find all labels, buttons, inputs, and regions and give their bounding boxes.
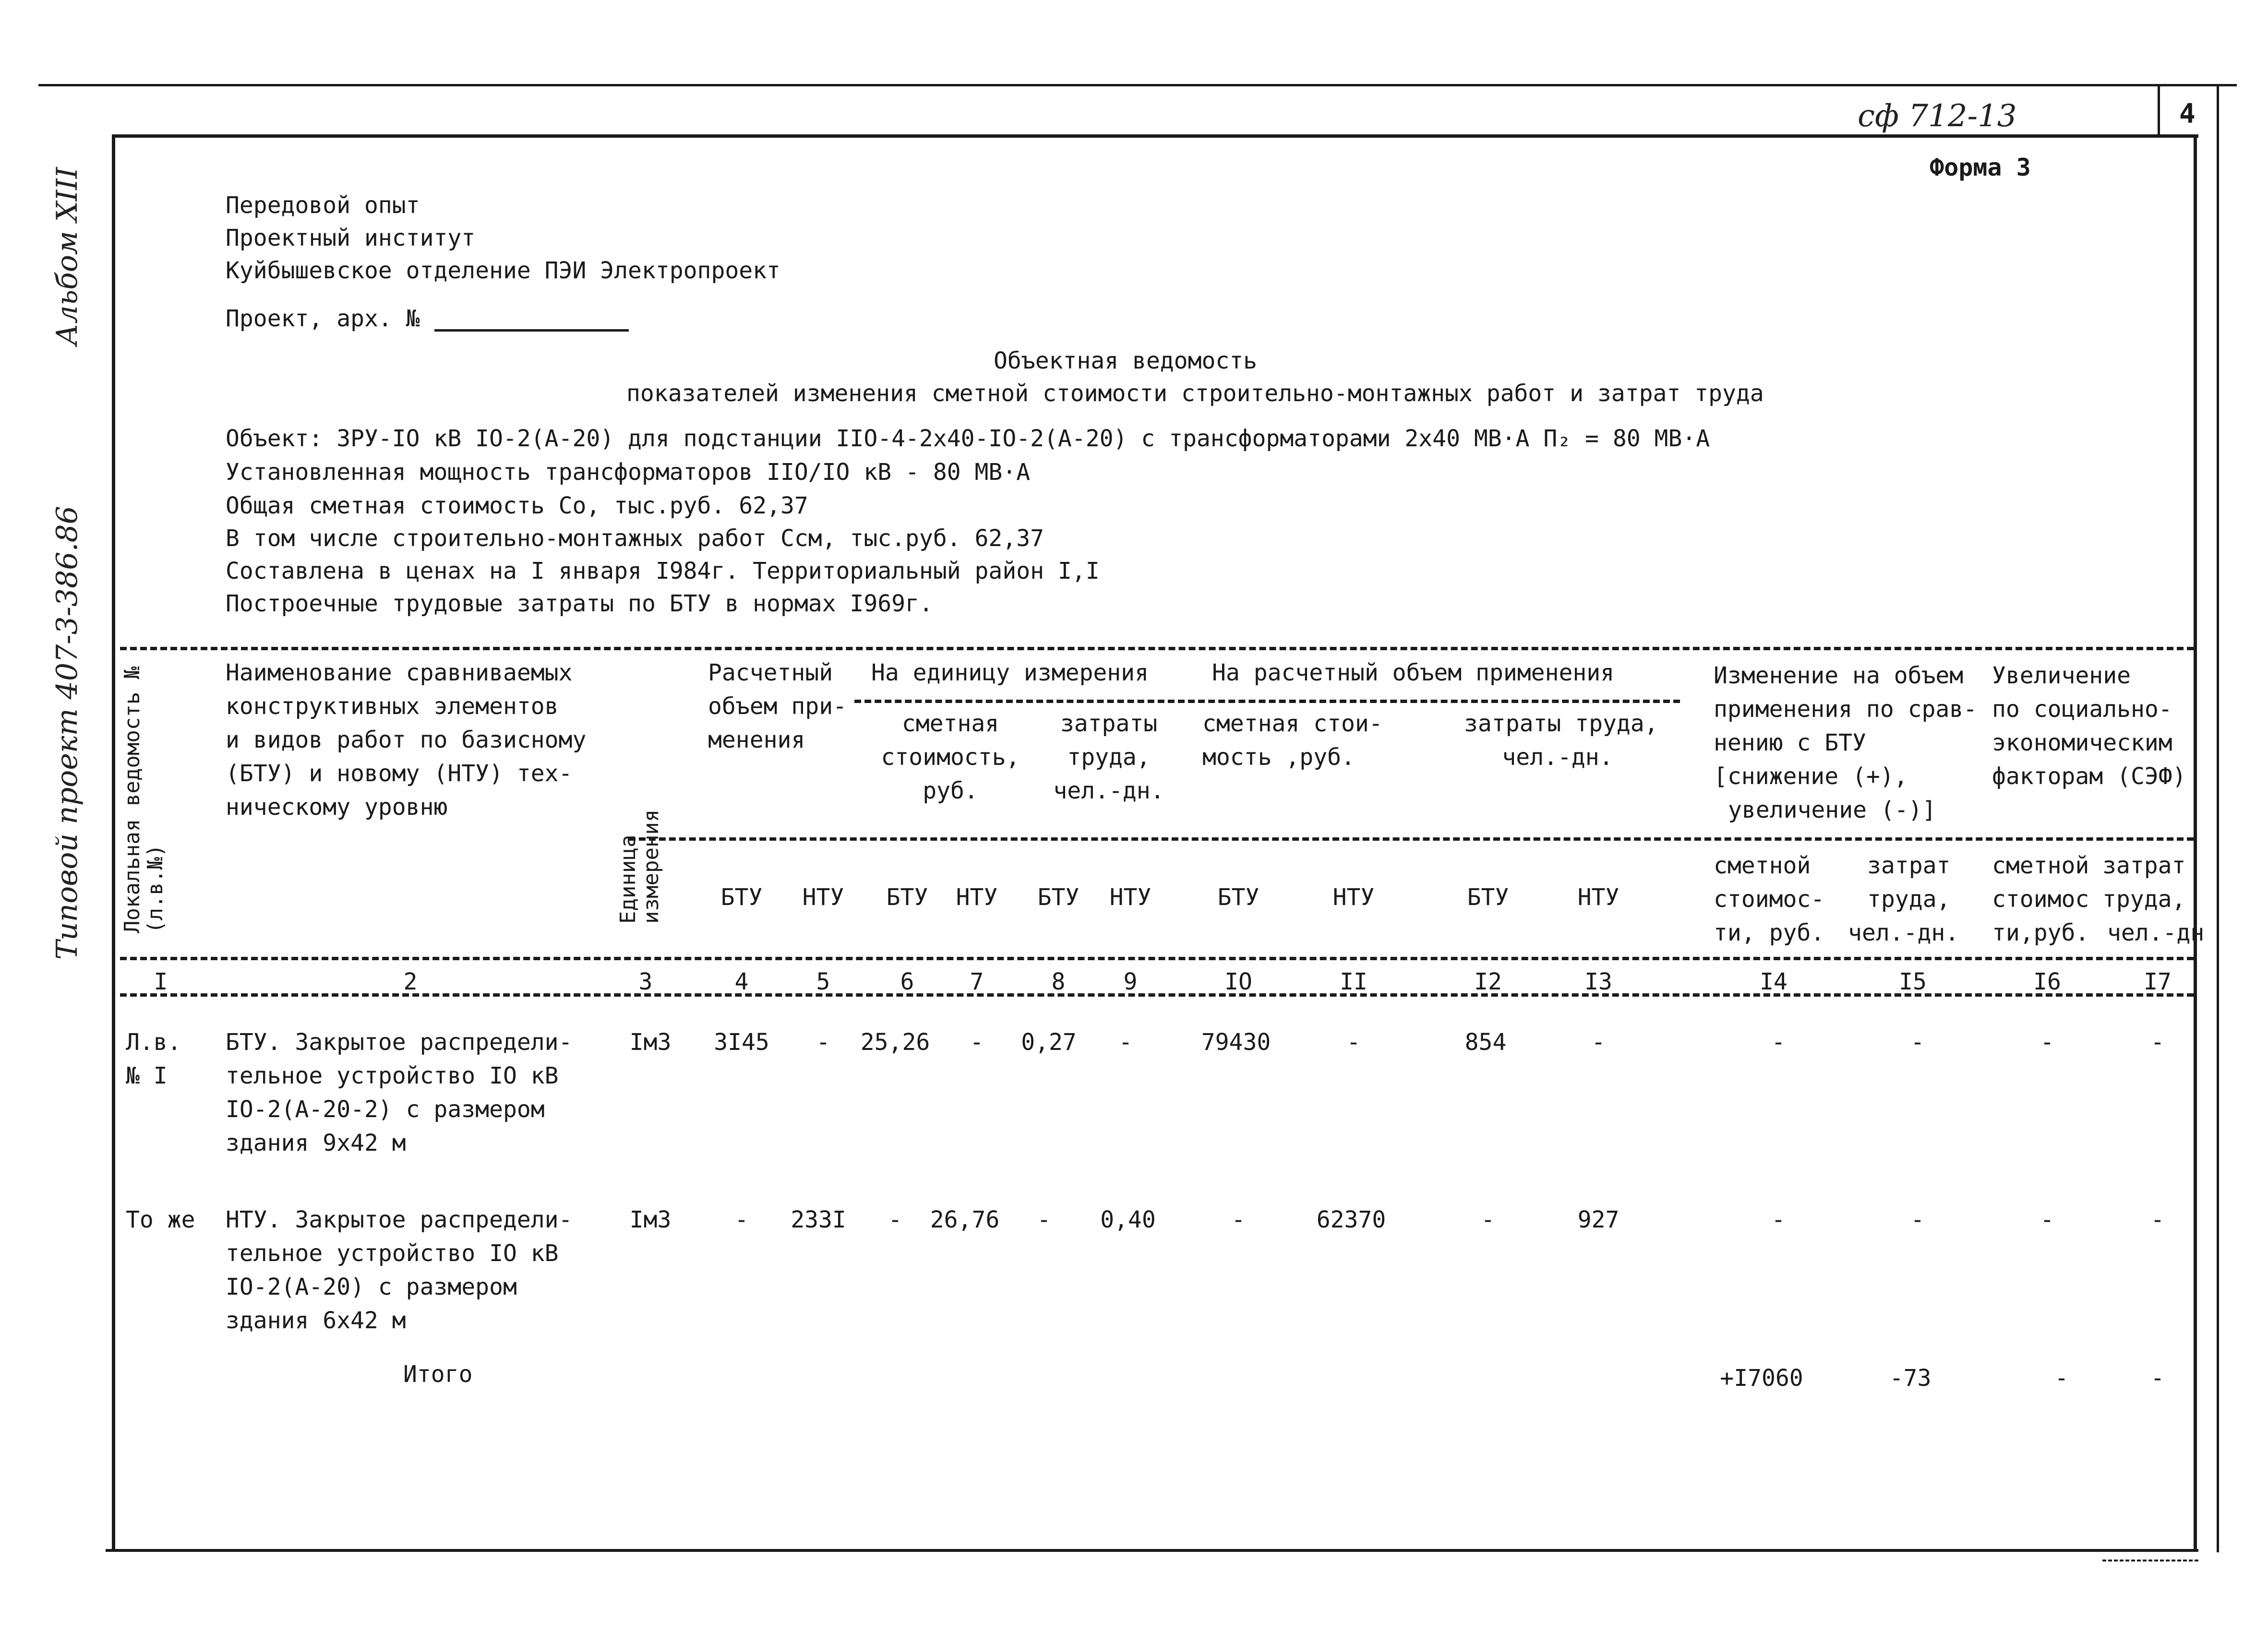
row2-name-l3: IO-2(A-20) с размером — [226, 1274, 517, 1300]
doc-code: сф 712-13 — [1858, 98, 2017, 134]
subhead-ntu-5: НТУ — [802, 884, 844, 911]
row1-name-l4: здания 9x42 м — [226, 1130, 406, 1156]
colnum-9: 9 — [1123, 968, 1138, 995]
colnum-1: I — [154, 968, 168, 995]
subhead-ntu-7: НТУ — [956, 884, 998, 911]
subhead-change-cost-l1: сметной — [1714, 852, 1811, 879]
header-calc-volume-l1: Расчетный — [708, 659, 833, 686]
row1-c12: 854 — [1464, 1029, 1507, 1056]
row2-c6: - — [888, 1206, 902, 1233]
header-per-unit-cost-l3: руб. — [923, 777, 978, 804]
header-change-l3: нению с БТУ — [1714, 729, 1866, 756]
row1-name-l3: IO-2(A-20-2) с размером — [226, 1096, 545, 1123]
title-line-1: Объектная ведомость — [994, 347, 1258, 374]
subhead-change-labor-l3: чел.-дн. — [1848, 919, 1959, 946]
header-name-l2: конструктивных элементов — [226, 693, 559, 720]
header-increase-l4: факторам (СЭФ) — [1992, 763, 2186, 790]
header-name-l4: (БТУ) и новому (НТУ) тех- — [226, 760, 573, 787]
row1-c6: 25,26 — [860, 1029, 930, 1056]
colnum-5: 5 — [816, 968, 830, 995]
header-change-l2: применения по срав- — [1714, 696, 1978, 723]
row1-c5: - — [816, 1029, 830, 1056]
header-name-l3: и видов работ по базисному — [226, 727, 587, 753]
total-change-cost: +I7060 — [1720, 1365, 1803, 1392]
colnum-3: 3 — [638, 968, 653, 995]
header-per-unit-cost-l1: сметная — [901, 710, 999, 737]
row1-c7: - — [970, 1029, 984, 1056]
row2-c11: 62370 — [1316, 1206, 1386, 1233]
subhead-increase-labor-l2: труда, — [2102, 886, 2186, 913]
subhead-increase-cost-l2: стоимос — [1992, 886, 2089, 913]
info-power: Установленная мощность трансформаторов IIO/IO кВ - 80 МВ·А — [226, 459, 1031, 486]
table-top-rule — [120, 647, 2194, 650]
row2-c15: - — [1910, 1206, 1925, 1233]
header-unit: Единица измерения — [616, 809, 663, 924]
header-per-volume-labor-l2: чел.-дн. — [1502, 744, 1613, 771]
subhead-increase-labor-l1: затрат — [2102, 852, 2186, 879]
colnum-10: IO — [1224, 968, 1252, 995]
subhead-increase-cost-l1: сметной — [1992, 852, 2089, 879]
subhead-ntu-13: НТУ — [1577, 884, 1620, 911]
colnum-4: 4 — [734, 968, 749, 995]
header-per-unit-labor-l3: чел.-дн. — [1053, 777, 1164, 804]
row2-unit: Iм3 — [629, 1206, 672, 1233]
header-per-unit-cost-l2: стоимость, — [881, 744, 1020, 771]
info-smr-cost: В том числе строительно-монтажных работ Ссм, тыс.руб. 62,37 — [226, 525, 1044, 552]
subhead-ntu-11: НТУ — [1332, 884, 1375, 911]
project-note: Типовой проект 407-3-386.86 — [50, 506, 84, 960]
row2-ref: То же — [126, 1206, 195, 1233]
colnum-13: I3 — [1584, 968, 1612, 995]
row2-c16: - — [2040, 1206, 2054, 1233]
row2-c14: - — [1771, 1206, 1786, 1233]
row1-c8: 0,27 — [1021, 1029, 1077, 1056]
frame-right — [2194, 134, 2197, 1550]
colnum-6: 6 — [900, 968, 914, 995]
info-prices: Составлена в ценах на I января I984г. Территориальный район I,I — [226, 558, 1100, 584]
header-increase-l3: экономическим — [1992, 729, 2172, 756]
header-calc-volume-l2: объем при- — [708, 693, 847, 720]
subhead-btu-6: БТУ — [886, 884, 928, 911]
row2-name-l2: тельное устройство IO кВ — [226, 1240, 559, 1267]
header-increase-l2: по социально- — [1992, 696, 2172, 723]
frame-bottom — [106, 1549, 2198, 1552]
header-calc-volume-l3: менения — [708, 727, 805, 753]
org-line-1: Передовой опыт — [226, 192, 420, 219]
row1-c11: - — [1346, 1029, 1361, 1056]
row1-c17: - — [2150, 1029, 2165, 1056]
subhead-increase-cost-l3: ти,руб. — [1992, 919, 2089, 946]
header-name-l1: Наименование сравниваемых — [226, 659, 573, 686]
title-line-2: показателей изменения сметной стоимости строительно-монтажных работ и затрат труда — [626, 380, 1764, 407]
row2-name-l4: здания 6x42 м — [226, 1307, 406, 1334]
info-labor: Построечные трудовые затраты по БТУ в нормах I969г. — [226, 590, 933, 617]
header-per-volume-labor-l1: затраты труда, — [1464, 710, 1658, 737]
row1-c4: 3I45 — [714, 1029, 769, 1056]
group-rule-1 — [854, 700, 1680, 703]
row2-c10: - — [1231, 1206, 1246, 1233]
row2-c8: - — [1037, 1206, 1051, 1233]
row1-c13: - — [1591, 1029, 1606, 1056]
row1-c9: - — [1118, 1029, 1133, 1056]
frame-left — [112, 134, 115, 1550]
colnum-17: I7 — [2144, 968, 2172, 995]
bottom-corner-dash — [2102, 1560, 2198, 1561]
row1-c15: - — [1910, 1029, 1925, 1056]
header-name-l5: ническому уровню — [226, 794, 448, 821]
row2-c12: - — [1481, 1206, 1495, 1233]
colnum-12: I2 — [1474, 968, 1502, 995]
header-change-l5: увеличение (-)] — [1728, 797, 1936, 823]
row2-c17: - — [2150, 1206, 2165, 1233]
total-increase-cost: - — [2054, 1365, 2069, 1392]
info-total-cost: Общая сметная стоимость Со, тыс.руб. 62,37 — [226, 492, 808, 519]
subhead-change-cost-l2: стоимос- — [1714, 886, 1825, 913]
subhead-ntu-9: НТУ — [1109, 884, 1152, 911]
subhead-change-labor-l2: труда, — [1867, 886, 1951, 913]
total-change-labor: -73 — [1889, 1365, 1932, 1392]
row1-ref-l2: № I — [126, 1062, 168, 1089]
subhead-change-cost-l3: ти, руб. — [1714, 919, 1825, 946]
row1-ref-l1: Л.в. — [126, 1029, 181, 1056]
page-number: 4 — [2179, 98, 2196, 130]
row1-name-l1: БТУ. Закрытое распредели- — [226, 1029, 573, 1056]
header-local-ledger: Локальная ведомость № (л.в.№) — [120, 666, 168, 933]
subhead-btu-4: БТУ — [720, 884, 763, 911]
header-per-unit-labor-l1: затраты — [1060, 710, 1158, 737]
header-per-volume: На расчетный объем применения — [1212, 659, 1615, 686]
row2-c4: - — [734, 1206, 749, 1233]
row1-c14: - — [1771, 1029, 1786, 1056]
colnum-16: I6 — [2033, 968, 2061, 995]
project-label: Проект, арх. № — [226, 305, 420, 332]
org-line-3: Куйбышевское отделение ПЭИ Электропроект — [226, 257, 780, 284]
top-border-line — [38, 84, 2237, 86]
subhead-increase-labor-l3: чел.-дн — [2107, 919, 2205, 946]
colnum-8: 8 — [1051, 968, 1066, 995]
subhead-btu-8: БТУ — [1037, 884, 1080, 911]
header-per-volume-cost-l2: мость ,руб. — [1202, 744, 1355, 771]
info-object: Объект: ЗРУ-IO кВ IO-2(A-20) для подстанции IIO-4-2x40-IO-2(A-20) с трансформаторами 2x40 МВ·А П₂ = 80 МВ·А — [226, 425, 1710, 452]
row2-c5: 233I — [791, 1206, 846, 1233]
header-increase-l1: Увеличение — [1992, 662, 2131, 689]
project-underline — [434, 329, 629, 332]
row1-unit: Iм3 — [629, 1029, 672, 1056]
page-box-left — [2158, 86, 2160, 137]
form-label: Форма 3 — [1930, 154, 2031, 181]
colnum-11: II — [1340, 968, 1368, 995]
header-bottom-rule — [120, 957, 2194, 960]
subhead-btu-12: БТУ — [1467, 884, 1509, 911]
org-line-2: Проектный институт — [226, 225, 476, 251]
header-change-l1: Изменение на объем — [1714, 662, 1964, 689]
row1-name-l2: тельное устройство IO кВ — [226, 1062, 559, 1089]
outer-right — [2217, 84, 2219, 1552]
colnum-7: 7 — [970, 968, 984, 995]
album-note: Альбом XIII — [50, 167, 84, 345]
row2-c9: 0,40 — [1100, 1206, 1156, 1233]
row1-c10: 79430 — [1201, 1029, 1271, 1056]
row1-c16: - — [2040, 1029, 2054, 1056]
row2-c13: 927 — [1577, 1206, 1620, 1233]
header-change-l4: [снижение (+), — [1714, 763, 1908, 790]
row2-name-l1: НТУ. Закрытое распредели- — [226, 1206, 573, 1233]
colnum-2: 2 — [403, 968, 418, 995]
total-increase-labor: - — [2150, 1365, 2165, 1392]
colnum-15: I5 — [1899, 968, 1927, 995]
subhead-rule — [629, 837, 2194, 841]
row2-c7: 26,76 — [930, 1206, 1000, 1233]
frame-top — [115, 134, 2198, 138]
header-per-volume-cost-l1: сметная стои- — [1202, 710, 1383, 737]
total-label: Итого — [403, 1361, 473, 1388]
subhead-btu-10: БТУ — [1217, 884, 1260, 911]
header-per-unit-labor-l2: труда, — [1067, 744, 1151, 771]
header-per-unit: На единицу измерения — [871, 659, 1149, 686]
colnum-14: I4 — [1760, 968, 1788, 995]
subhead-change-labor-l1: затрат — [1867, 852, 1951, 879]
